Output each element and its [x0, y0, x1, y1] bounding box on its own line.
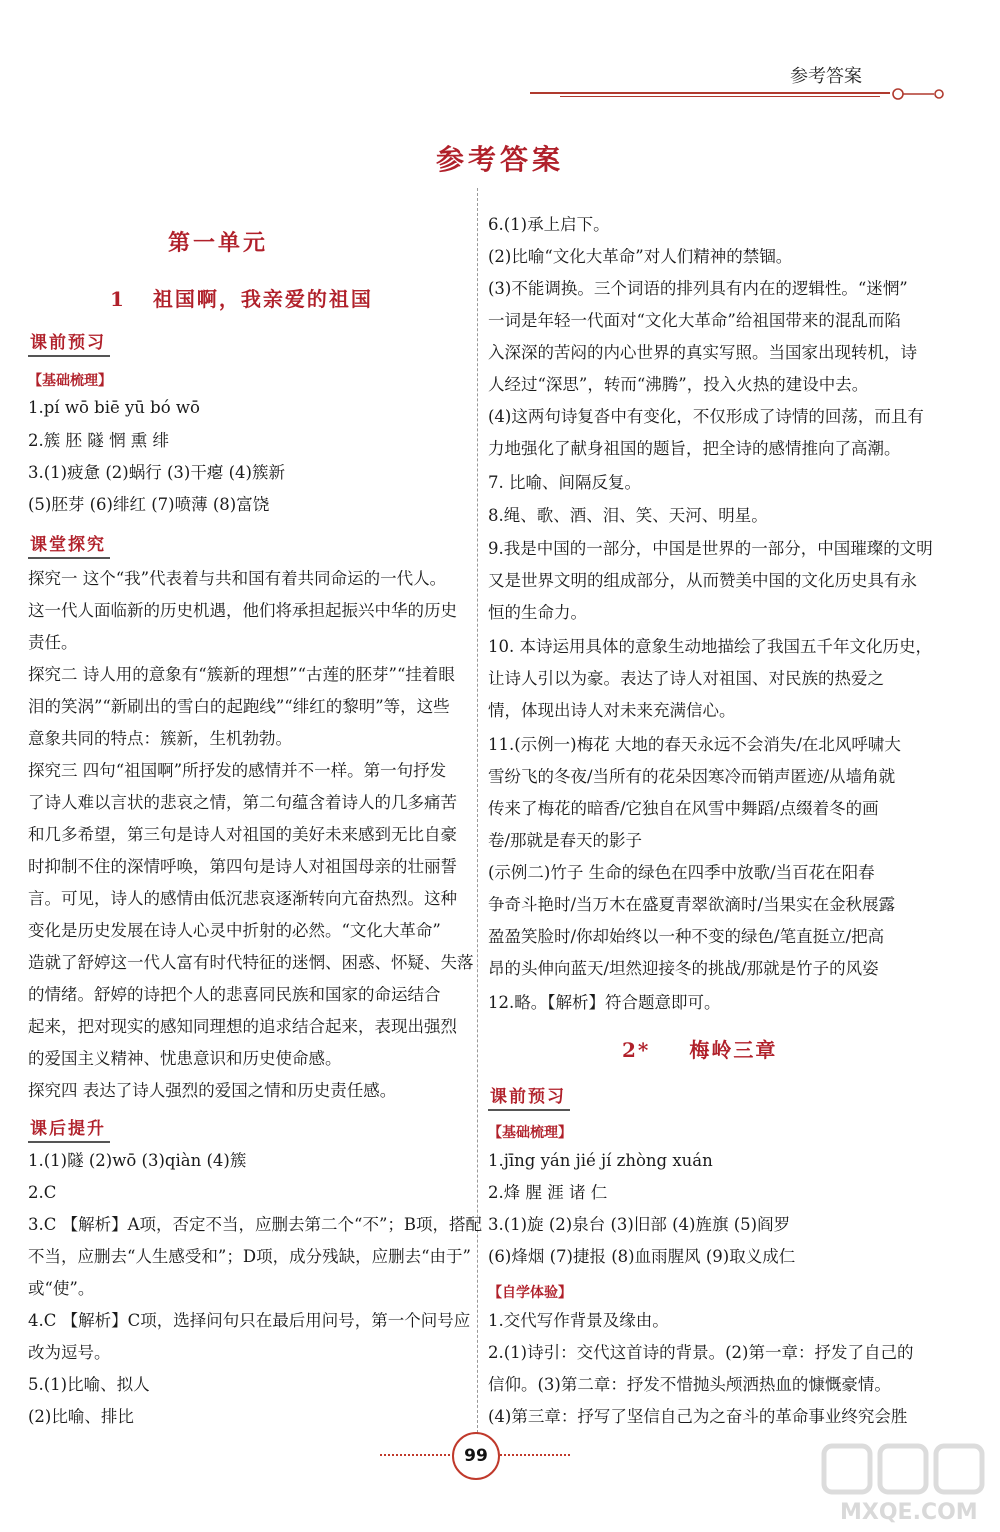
answer-line: 昂的头伸向蓝天/坦然迎接冬的挑战/那就是竹子的风姿	[488, 959, 879, 978]
answer-line: 4.C 【解析】C项，选择问句只在最后用问号，第一个问号应	[28, 1311, 471, 1330]
answer-line: (4)第三章：抒写了坚信自己为之奋斗的革命事业终究会胜	[488, 1407, 908, 1426]
answer-line: 时抑制不住的深情呼唤，第四句是诗人对祖国母亲的壮丽誓	[28, 857, 457, 876]
answer-line: 3.C 【解析】A项，否定不当，应删去第二个“不”；B项，搭配	[28, 1215, 483, 1234]
section-after: 课后提升	[28, 1114, 110, 1143]
section-inclass: 课堂探究	[28, 530, 110, 559]
answer-line: 雪纷飞的冬夜/当所有的花朵因寒冷而销声匿迹/从墙角就	[488, 767, 896, 786]
answer-line: 1.交代写作背景及缘由。	[488, 1311, 669, 1330]
lesson-title: 梅岭三章	[689, 1038, 778, 1062]
answer-line: 11.(示例一)梅花 大地的春天永远不会消失/在北风呼啸大	[488, 735, 901, 754]
answer-line: 1.(1)隧 (2)wō (3)qiàn (4)簇	[28, 1151, 247, 1170]
answer-line: 和几多希望，第三句是诗人对祖国的美好未来感到无比自豪	[28, 825, 457, 844]
lesson-title: 祖国啊，我亲爱的祖国	[152, 287, 373, 311]
answer-line: 的爱国主义精神、忧患意识和历史使命感。	[28, 1049, 342, 1068]
subsection-basic: 【基础梳理】	[28, 373, 112, 389]
answer-line: (5)胚芽 (6)绯红 (7)喷薄 (8)富饶	[28, 495, 270, 514]
header-ornament-icon	[886, 84, 956, 104]
subsection-self: 【自学体验】	[488, 1285, 572, 1301]
subsection-basic: 【基础梳理】	[488, 1125, 572, 1141]
answer-line: (6)烽烟 (7)捷报 (8)血雨腥风 (9)取义成仁	[488, 1247, 796, 1266]
answer-line: 卷/那就是春天的影子	[488, 831, 643, 850]
answer-line: 入深深的苦闷的内心世界的真实写照。当国家出现转机，诗	[488, 343, 917, 362]
answer-line: 造就了舒婷这一代人富有时代特征的迷惘、困惑、怀疑、失落	[28, 953, 474, 972]
answer-line: 让诗人引以为豪。表达了诗人对祖国、对民族的热爱之	[488, 669, 884, 688]
answer-line: 责任。	[28, 633, 78, 652]
answer-line: 2.烽 腥 涯 诸 仁	[488, 1183, 608, 1202]
answer-line: 一词是年轻一代面对“文化大革命”给祖国带来的混乱而陷	[488, 311, 901, 330]
header-label: 参考答案	[790, 66, 862, 87]
page-title: 参考答案	[435, 143, 564, 176]
answer-line: 盈盈笑脸时/你却始终以一种不变的绿色/笔直挺立/把高	[488, 927, 885, 946]
answer-line: 力地强化了献身祖国的题旨，把全诗的感情推向了高潮。	[488, 439, 901, 458]
page-number: 99	[452, 1432, 500, 1480]
answer-line: 探究二 诗人用的意象有“簇新的理想”“古莲的胚芽”“挂着眼	[28, 665, 455, 684]
answer-line: 起来，把对现实的感知同理想的追求结合起来，表现出强烈	[28, 1017, 457, 1036]
lesson-heading	[110, 283, 373, 312]
answer-line: 2.簇 胚 隧 惘 熏 绯	[28, 431, 169, 450]
answer-line: 探究四 表达了诗人强烈的爱国之情和历史责任感。	[28, 1081, 397, 1100]
section-preview: 课前预习	[28, 328, 110, 357]
answer-line: 1.pí wō biē yū bó wō	[28, 398, 200, 417]
answer-line: 10. 本诗运用具体的意象生动地描绘了我国五千年文化历史，	[488, 637, 932, 656]
answer-line: 又是世界文明的组成部分，从而赞美中国的文化历史具有永	[488, 571, 917, 590]
answer-line: 人经过“深思”，转而“沸腾”，投入火热的建设中去。	[488, 375, 869, 394]
answer-line: 1.jīng yán jié jí zhòng xuán	[488, 1151, 713, 1170]
answer-line: 情，体现出诗人对未来充满信心。	[488, 701, 736, 720]
answer-line: 了诗人难以言状的悲哀之情，第二句蕴含着诗人的几多痛苦	[28, 793, 457, 812]
answer-line: 争奇斗艳时/当万木在盛夏青翠欲滴时/当果实在金秋展露	[488, 895, 896, 914]
answer-line: (2)比喻、排比	[28, 1407, 134, 1426]
section-preview: 课前预习	[488, 1082, 570, 1111]
page-number-dots-right	[500, 1454, 570, 1456]
answer-line: 的情绪。舒婷的诗把个人的悲喜同民族和国家的命运结合	[28, 985, 441, 1004]
lesson-number: 1	[110, 287, 126, 311]
answer-line: (示例二)竹子 生命的绿色在四季中放歌/当百花在阳春	[488, 863, 875, 882]
answer-line: 9.我是中国的一部分，中国是世界的一部分，中国璀璨的文明	[488, 539, 933, 558]
answer-line: 8.绳、歌、酒、泪、笑、天河、明星。	[488, 506, 768, 525]
answer-line: 12.略。【解析】符合题意即可。	[488, 993, 721, 1012]
answer-line: 泪的笑涡”“新刷出的雪白的起跑线”“绯红的黎明”等，这些	[28, 697, 450, 716]
answer-line: 7. 比喻、间隔反复。	[488, 473, 641, 492]
answer-line: 恒的生命力。	[488, 603, 587, 622]
header-rule	[530, 92, 890, 94]
answer-line: 2.(1)诗引：交代这首诗的背景。(2)第一章：抒发了自己的	[488, 1343, 914, 1362]
answer-line: (2)比喻“文化大革命”对人们精神的禁锢。	[488, 247, 793, 266]
answer-line: 3.(1)旋 (2)泉台 (3)旧部 (4)旌旗 (5)阎罗	[488, 1215, 791, 1234]
lesson-number: 2*	[622, 1038, 651, 1062]
lesson-heading	[622, 1034, 777, 1063]
watermark-text: MXQE.COM	[840, 1500, 978, 1525]
page-number-dots-left	[380, 1454, 450, 1456]
answer-line: 信仰。(3)第二章：抒发不惜抛头颅洒热血的慷慨豪情。	[488, 1375, 891, 1394]
answer-line: (4)这两句诗复沓中有变化，不仅形成了诗情的回荡，而且有	[488, 407, 924, 426]
column-divider	[477, 188, 478, 1448]
answer-line: 5.(1)比喻、拟人	[28, 1375, 150, 1394]
answer-line: 探究三 四句“祖国啊”所抒发的感情并不一样。第一句抒发	[28, 761, 447, 780]
answer-line: 意象共同的特点：簇新，生机勃勃。	[28, 729, 292, 748]
answer-line: 言。可见，诗人的感情由低沉悲哀逐渐转向亢奋热烈。这种	[28, 889, 457, 908]
answer-line: 3.(1)疲惫 (2)蜗行 (3)干瘪 (4)簇新	[28, 463, 285, 482]
header-rule-thin	[560, 96, 880, 97]
answer-line: 变化是历史发展在诗人心灵中折射的必然。“文化大革命”	[28, 921, 441, 940]
answer-line: 传来了梅花的暗香/它独自在风雪中舞蹈/点缀着冬的画	[488, 799, 879, 818]
answer-line: 不当，应删去“人生感受和”；D项，成分残缺，应删去“由于”	[28, 1247, 471, 1266]
unit-title: 第一单元	[168, 231, 269, 256]
answer-line: 6.(1)承上启下。	[488, 215, 610, 234]
answer-line: 或“使”。	[28, 1279, 95, 1298]
answer-line: 2.C	[28, 1183, 57, 1202]
answer-line: (3)不能调换。三个词语的排列具有内在的逻辑性。“迷惘”	[488, 279, 908, 298]
answer-line: 探究一 这个“我”代表着与共和国有着共同命运的一代人。	[28, 569, 447, 588]
answer-line: 这一代人面临新的历史机遇，他们将承担起振兴中华的历史	[28, 601, 457, 620]
answer-line: 改为逗号。	[28, 1343, 111, 1362]
